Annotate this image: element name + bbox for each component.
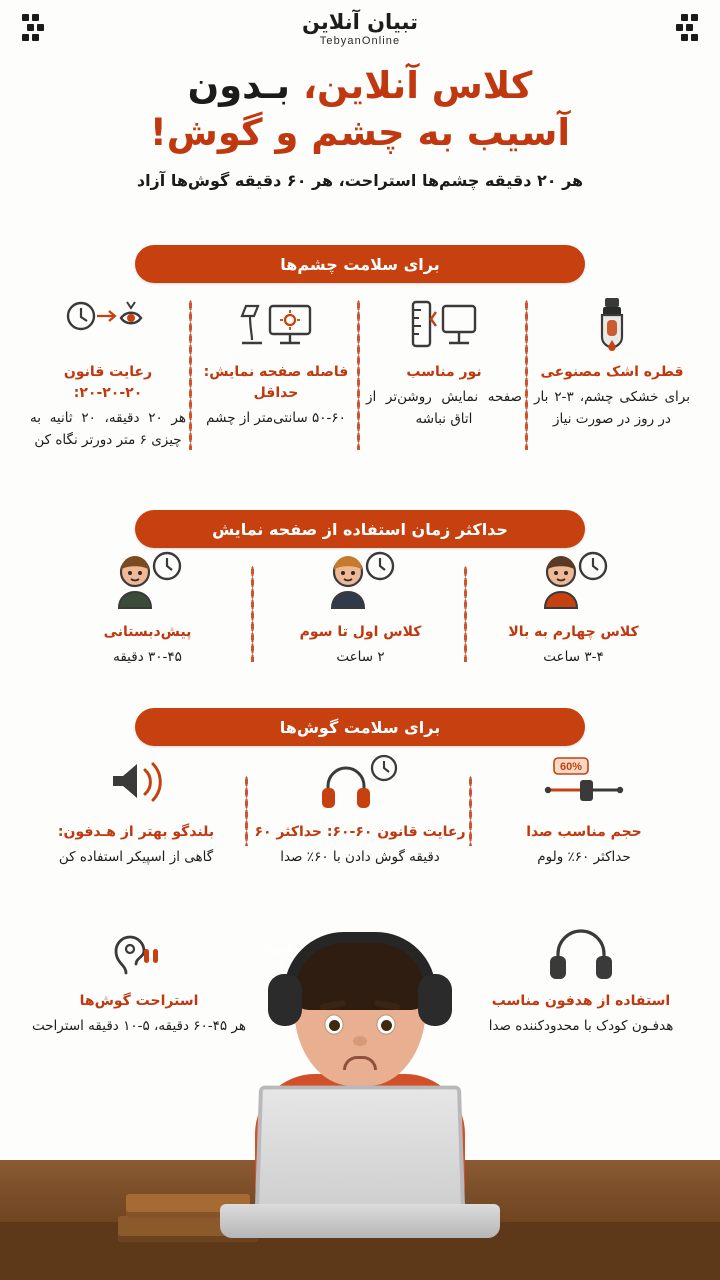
screen-time-item-grade1to3	[254, 556, 467, 669]
watermark-glyph: ت	[262, 922, 298, 963]
ears-item-speaker	[24, 756, 248, 869]
brand-logo-en: TebyanOnline	[319, 35, 401, 47]
child-eye-left	[376, 1014, 396, 1035]
eyes-item-202020	[24, 296, 192, 452]
eyes-item-desc: برای خشکی چشم، ۳-۲ بار در روز در صورت نیاز	[534, 389, 690, 427]
ears-item-title: استفاده از هدفون مناسب	[491, 993, 671, 1009]
ears-item-desc: دقیقه گوش دادن با ۶۰٪ صدا	[280, 849, 440, 865]
laptop-screen	[255, 1086, 465, 1211]
ears-item-volume	[472, 756, 696, 869]
page-title	[0, 62, 720, 190]
ears-item-desc: گاهی از اسپیکر استفاده کن	[58, 849, 214, 865]
ears-item-title: رعایت قانون ۶۰-۶۰: حداکثر ۶۰	[254, 824, 466, 840]
speaker-icon	[93, 756, 179, 812]
ears-item-title: حجم مناسب صدا	[526, 824, 642, 840]
svg-text:60%: 60%	[559, 761, 583, 773]
clock-eye-icon	[63, 296, 153, 352]
child-headphone-cup-right	[418, 974, 452, 1026]
ears-item-title: استراحت گوش‌ها	[79, 993, 199, 1009]
ruler-monitor-icon	[409, 296, 479, 352]
ears-item-desc: هر ۴۵-۶۰ دقیقه، ۵-۱۰ دقیقه استراحت	[31, 1018, 247, 1034]
brand-logo-fa: تبیان آنلاین	[302, 10, 418, 34]
child-headphone-cup-left	[268, 974, 302, 1026]
title-line-2: آسیب به چشم و گوش!	[149, 111, 571, 155]
child-clock-icon	[531, 556, 617, 612]
title-line-1-part-2: بـدون	[187, 64, 291, 107]
eyedrop-icon	[590, 296, 634, 352]
headphone-clock-icon	[314, 756, 406, 812]
screen-time-items-row	[40, 556, 680, 669]
ears-items-row-1	[24, 756, 696, 869]
section-header-ears: برای سلامت گوش‌ها	[135, 708, 585, 746]
screen-time-item-preschool	[41, 556, 254, 669]
child-mouth	[343, 1056, 377, 1070]
child-eye-right	[324, 1014, 344, 1035]
ears-item-6060	[248, 756, 472, 869]
eyes-item-title: نور مناسب	[406, 364, 482, 380]
screen-time-item-desc: ۲ ساعت	[336, 649, 385, 665]
section-header-screen-time: حداکثر زمان استفاده از صفحه نمایش	[135, 510, 585, 548]
ears-item-title: بلندگو بهتر از هـدفون:	[57, 824, 215, 840]
volume-slider-icon	[536, 756, 632, 812]
eyes-item-title: فاصله صفحه نمایش: حداقل	[203, 364, 349, 401]
screen-time-item-desc: ۳۰-۴۵ دقیقه	[113, 649, 182, 665]
title-line-1-part-1: کلاس آنلاین،	[290, 64, 533, 107]
child-clock-icon	[105, 556, 191, 612]
eyes-item-title: قطره اشک مصنوعی	[540, 364, 684, 380]
eyes-item-light	[360, 296, 528, 452]
child-nose	[353, 1036, 367, 1046]
screen-time-item-title: کلاس چهارم به بالا	[508, 624, 639, 640]
eyes-item-desc: صفحه نمایش روشن‌تر از اتاق نباشه	[366, 389, 522, 427]
watermark-text: بیان	[269, 959, 291, 975]
laptop	[215, 1094, 505, 1244]
ears-item-desc: هدفـون کودک با محدودکننده صدا	[488, 1018, 674, 1034]
title-line-1	[0, 62, 720, 109]
eyes-item-distance	[192, 296, 360, 452]
hero-photo	[0, 890, 720, 1280]
eyes-item-eyedrop	[528, 296, 696, 452]
desk-lamp-monitor-icon	[236, 296, 316, 352]
ears-item-desc: حداکثر ۶۰٪ ولوم	[537, 849, 631, 865]
section-header-eyes: برای سلامت چشم‌ها	[135, 245, 585, 283]
laptop-base	[220, 1204, 500, 1238]
screen-time-item-grade4plus	[467, 556, 680, 669]
eyes-item-desc: هر ۲۰ دقیقه، ۲۰ ثانیه به چیزی ۶ متر دورتر نگاه کن	[30, 410, 186, 448]
eyes-item-title: رعایت قانون ۲۰-۲۰-۲۰:	[63, 364, 153, 401]
screen-time-item-title: کلاس اول تا سوم	[299, 624, 422, 640]
eyes-item-desc: ۵۰-۶۰ سانتی‌متر از چشم	[206, 410, 346, 426]
child-headphone-band	[284, 932, 436, 992]
brand-logo	[0, 10, 720, 47]
page-subtitle: هر ۲۰ دقیقه چشم‌ها استراحت، هر ۶۰ دقیقه گوش‌ها آزاد	[136, 170, 584, 190]
screen-time-item-desc: ۳-۴ ساعت	[543, 649, 604, 665]
screen-time-item-title: پیش‌دبستانی	[103, 624, 192, 640]
eyes-items-row	[24, 296, 696, 452]
child-clock-icon	[318, 556, 404, 612]
